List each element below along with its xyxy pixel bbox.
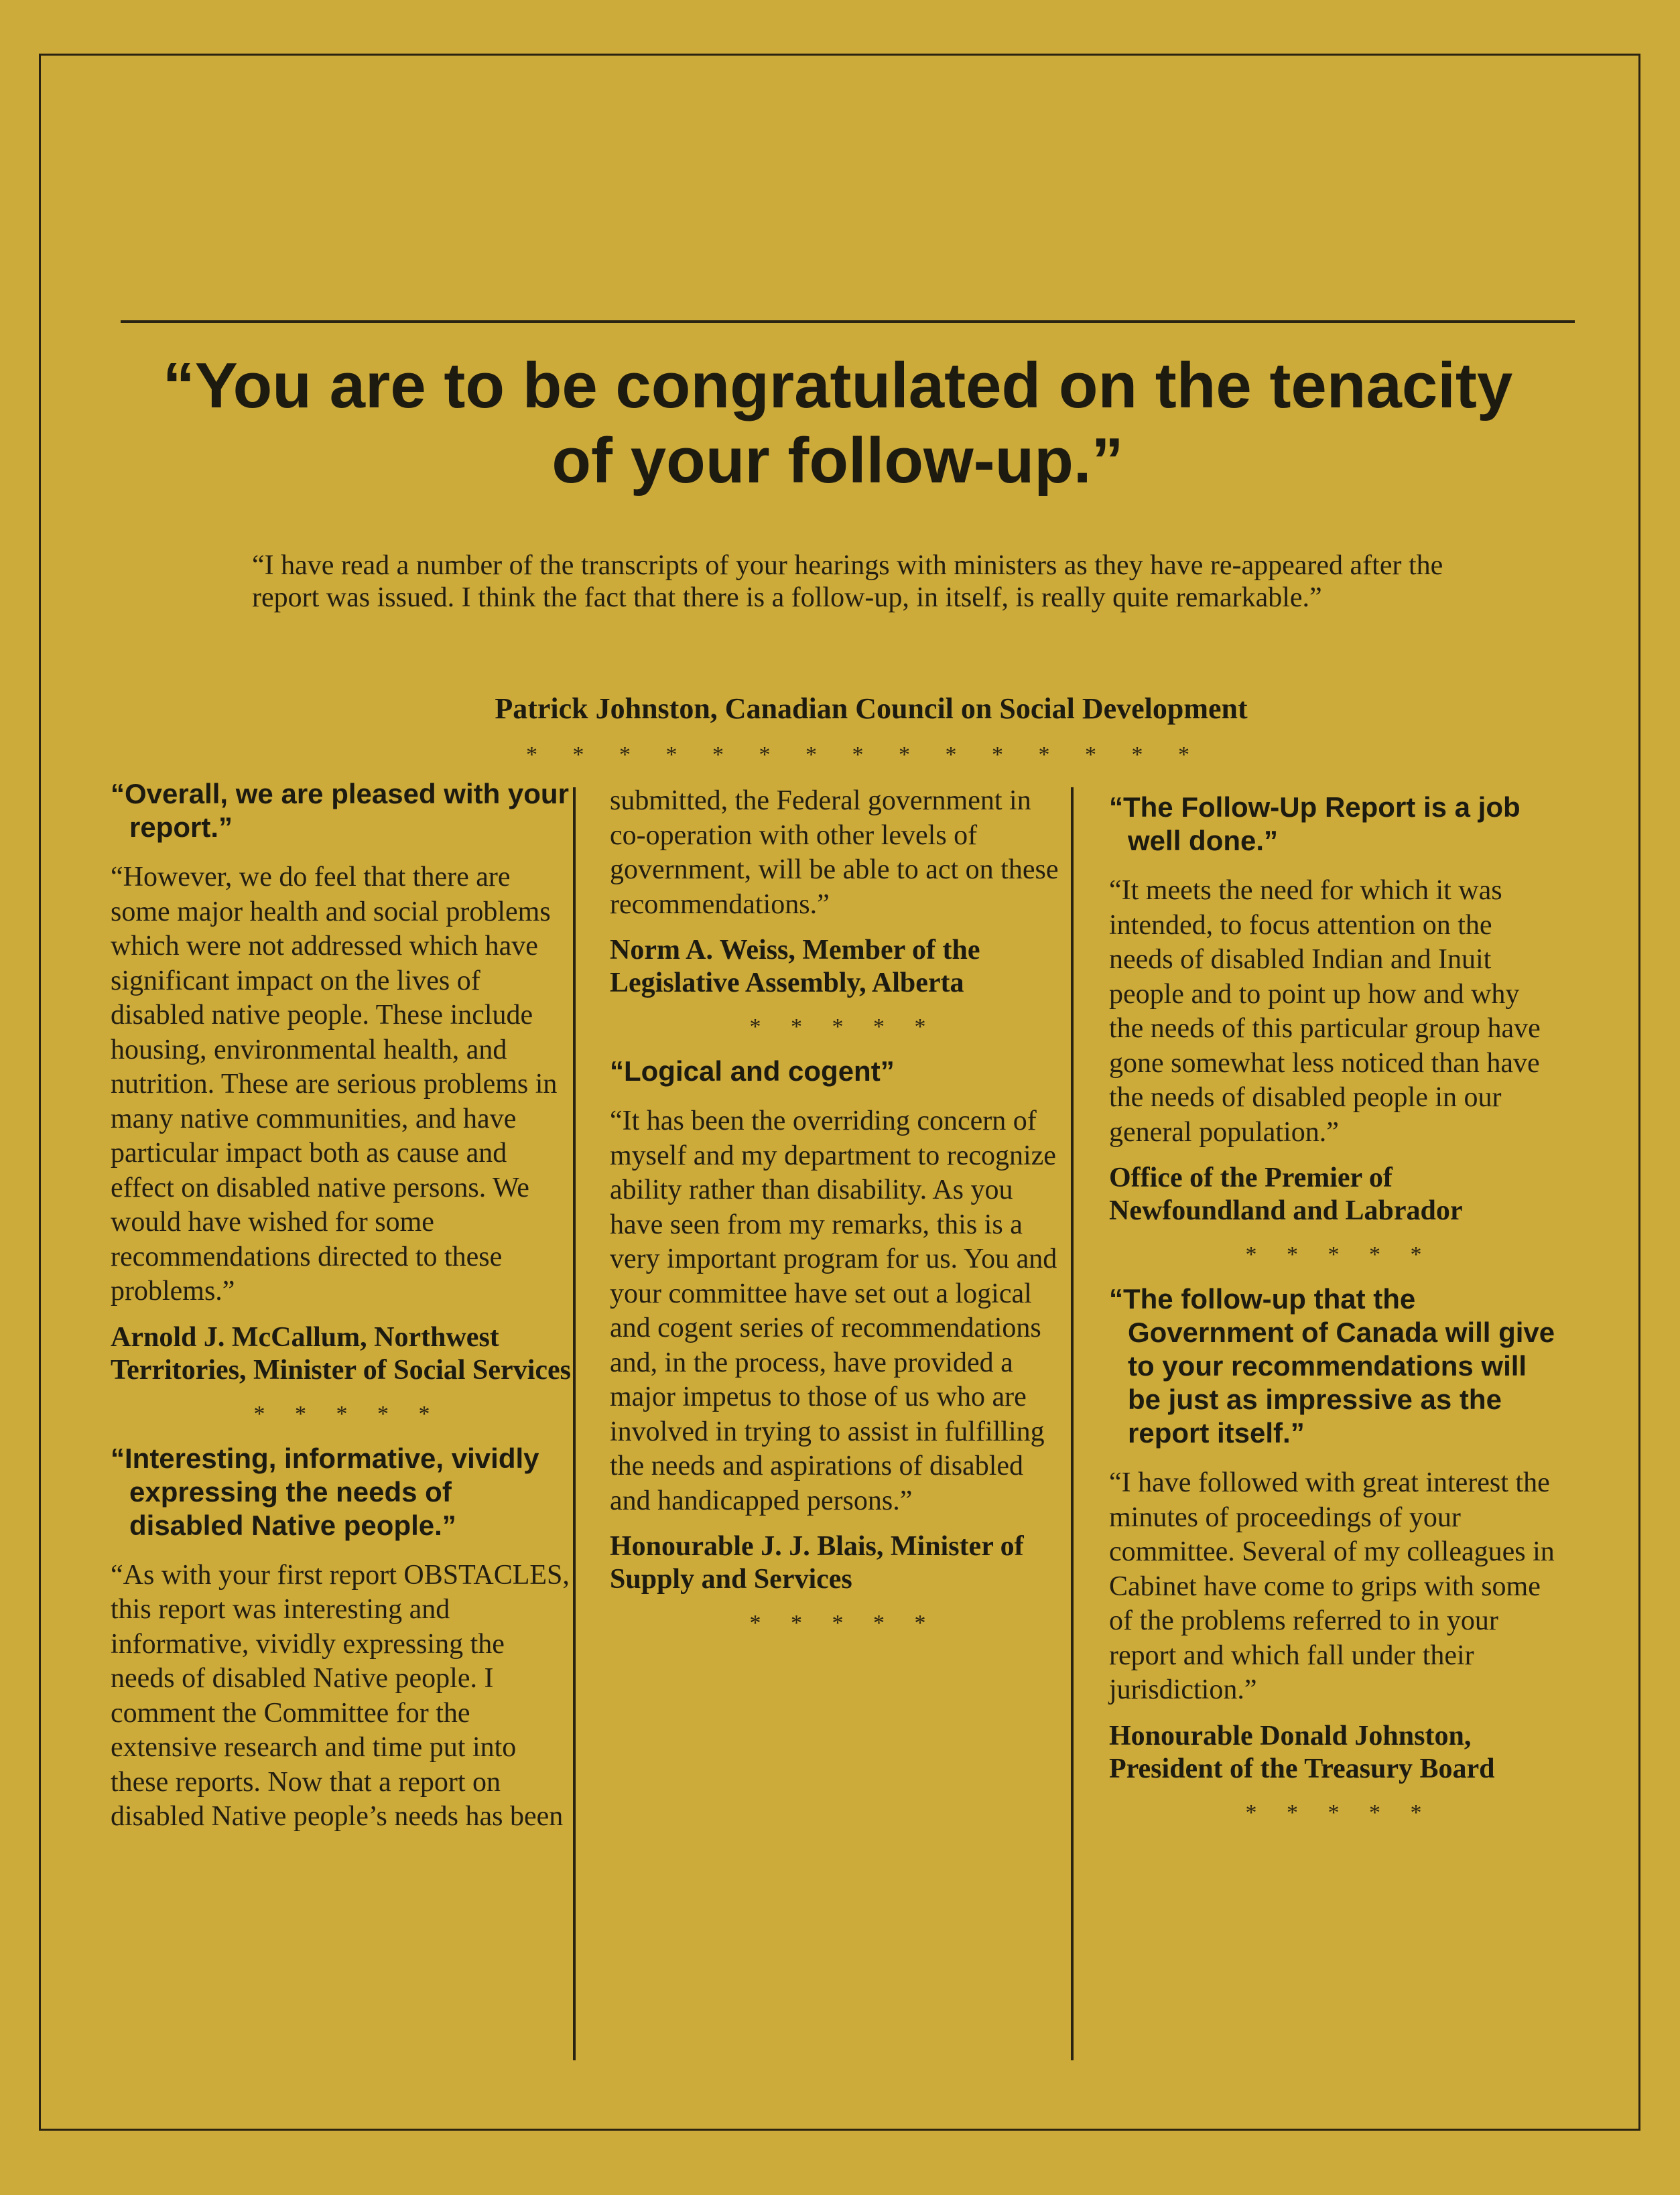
quote-heading: “Interesting, informative, vividly expressing the needs of disabled Native people.” <box>111 1442 539 1541</box>
intro-quote: “I have read a number of the transcripts of your hearings with ministers as they have re-appeared after the report was issued. I think the fact that there is a follow-up, in itself, is really quite remarkable.” <box>252 550 1443 613</box>
section-separator: * * * * * <box>749 1014 926 1039</box>
intro-attribution: Patrick Johnston, Canadian Council on Social Development <box>495 692 1248 725</box>
quote-body-continued: submitted, the Federal government in co-operation with other levels of government, will be able to act on these recommendations.” <box>610 785 1059 920</box>
column-middle <box>610 784 1065 1651</box>
main-separator: * * * * * * * * * * * * * * * <box>526 742 1189 767</box>
quote-body: “It has been the overriding concern of myself and my department to recognize ability rather than disability. As you have seen from my remarks, this is a very important program for us. You and your committee have set out a logical and cogent series of recommendations and, in the process, have provided a major impetus to those of us who are involved in trying to assist in fulfilling the needs and aspirations of disabled and handicapped persons.” <box>610 1106 1057 1516</box>
quote-heading: “The Follow-Up Report is a job well done.” <box>1109 791 1521 856</box>
section-separator: * * * * * <box>253 1401 430 1426</box>
headline: “You are to be congratulated on the tenacity of your follow-up.” <box>162 350 1513 496</box>
top-rule <box>121 320 1575 323</box>
quote-attribution: Office of the Premier of Newfoundland and Labrador <box>1109 1162 1463 1226</box>
quote-attribution: Norm A. Weiss, Member of the Legislative Assembly, Alberta <box>610 935 980 998</box>
quote-attribution: Honourable J. J. Blais, Minister of Supply and Services <box>610 1531 1024 1595</box>
quote-body: “As with your first report OBSTACLES, this report was interesting and informative, vividly expressing the needs of disabled Native people. I comment the Committee for the extensive research and time put into these reports. Now that a report on disabled Native people’s needs has been <box>111 1559 570 1832</box>
quote-body: “I have followed with great interest the minutes of proceedings of your committee. Several of my colleagues in Cabinet have come to grips with some of the problems referred to in your report and which fall under their jurisdiction.” <box>1109 1467 1555 1705</box>
column-rule-right <box>1071 787 1074 2060</box>
column-rule-left <box>573 787 576 2060</box>
quote-attribution: Arnold J. McCallum, Northwest Territories, Minister of Social Services <box>111 1321 571 1386</box>
section-separator: * * * * * <box>1245 1242 1422 1267</box>
quote-body: “It meets the need for which it was intended, to focus attention on the needs of disabled Indian and Inuit people and to point up how and why the needs of this particular group have gone somewhat less noticed than have the needs of disabled people in our general population.” <box>1109 875 1541 1148</box>
quote-heading: “Overall, we are pleased with your report.” <box>111 778 569 843</box>
quote-heading: “Logical and cogent” <box>610 1055 895 1087</box>
column-right <box>1109 791 1558 1841</box>
quote-attribution: Honourable Donald Johnston, President of the Treasury Board <box>1109 1720 1495 1784</box>
column-left <box>111 777 573 1847</box>
section-separator: * * * * * <box>1245 1800 1422 1825</box>
section-separator: * * * * * <box>749 1611 926 1636</box>
quote-heading: “The follow-up that the Government of Canada will give to your recommendations will be just as impressive as the report itself.” <box>1109 1283 1555 1449</box>
quote-body: “However, we do feel that there are some major health and social problems which were not addressed which have significant impact on the lives of disabled native people. These include housing, environmental health, and nutrition. These are serious problems in many native communities, and have particular impact both as cause and effect on disabled native persons. We would have wished for some recommendations directed to these problems.” <box>111 862 558 1307</box>
